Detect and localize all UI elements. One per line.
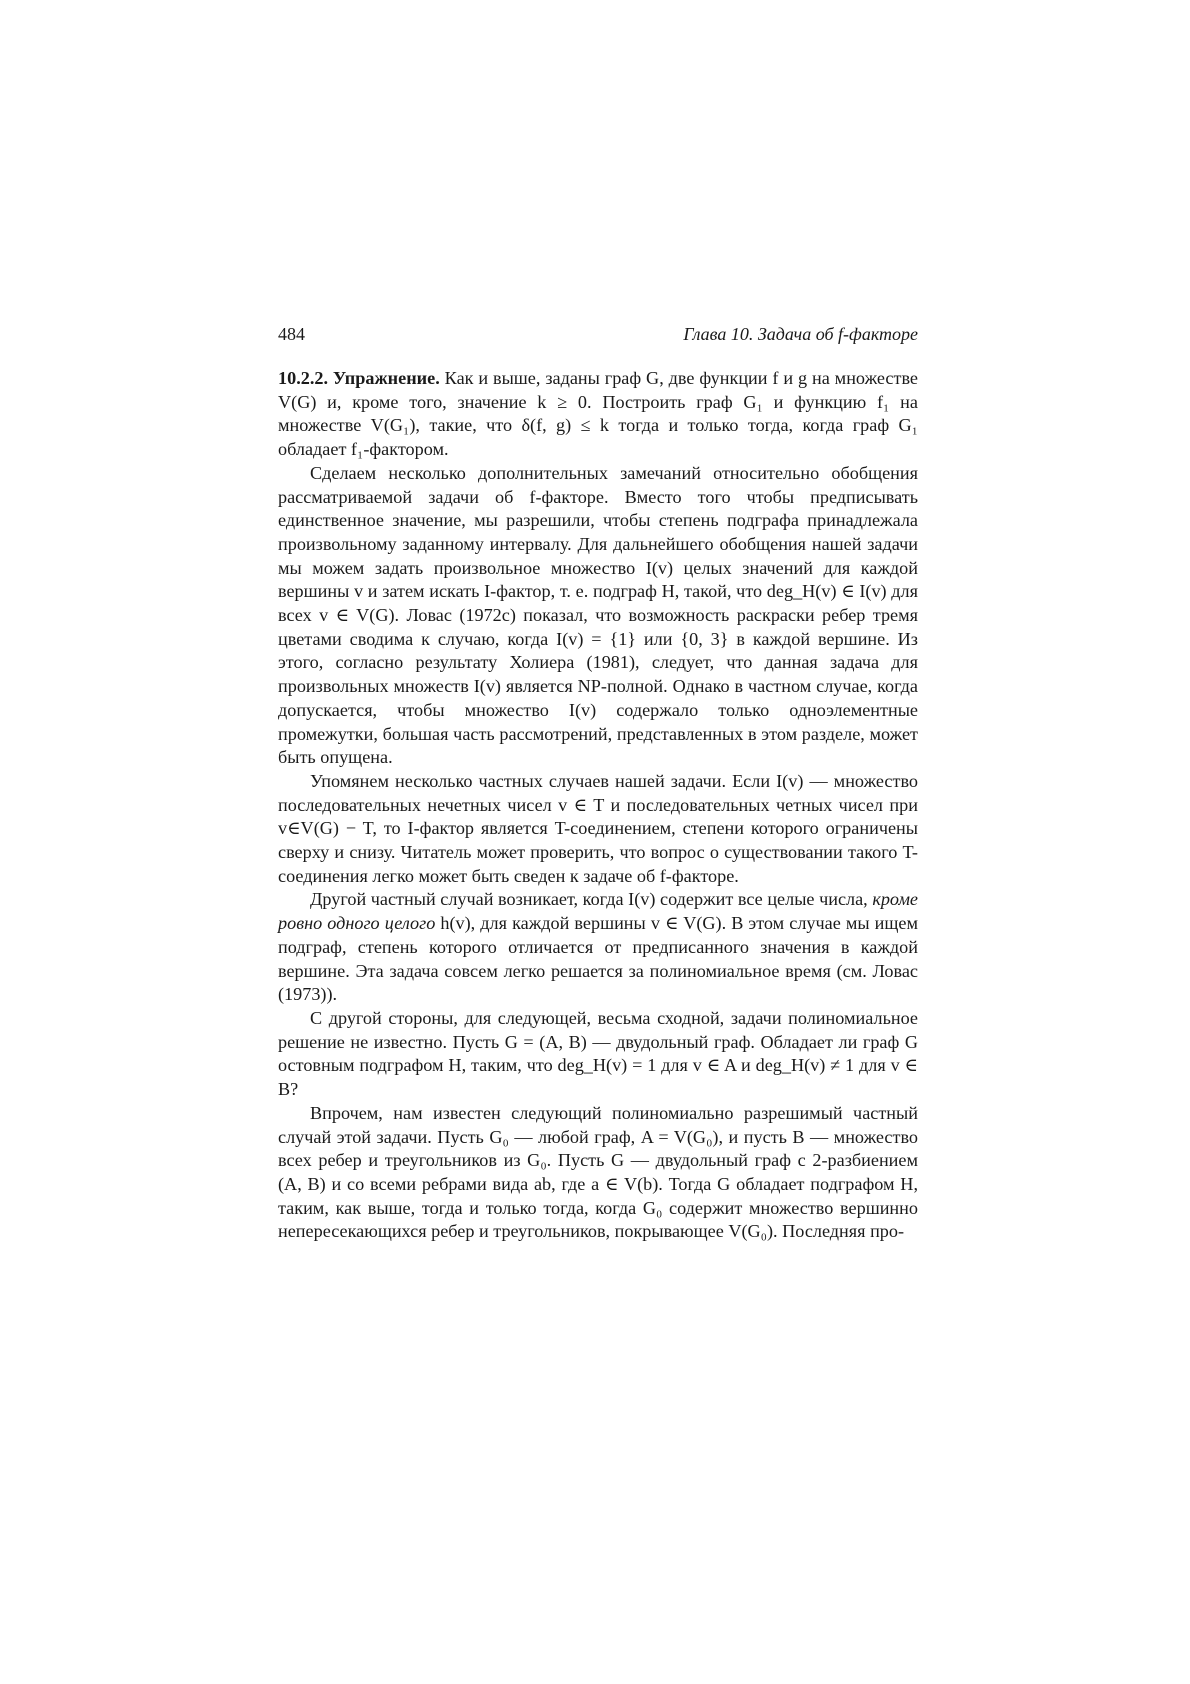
exercise-text: Как и выше, заданы граф G, две функции f и g на множестве V(G) и, кроме того, значение k ≥ 0. Построить граф G₁ и функцию f₁ на множестве V(G₁), такие, что δ(f, g) ≤ k тогда и только тогда, когда граф G₁ обладает f₁-фактором.	[278, 368, 918, 460]
emphasis-text: кроме ровно одного целого	[278, 889, 918, 934]
running-title: Глава 10. Задача об f-факторе	[683, 324, 918, 344]
paragraph-other-case-end: h(v), для каждой вершины v ∈ V(G). В этом случае мы ищем подграф, степень которого отличается от предписанного значения в каждой вершине. Эта задача совсем легко решается за полиномиальное время (см. Ловас (1973)).	[278, 913, 918, 1005]
paragraph-special-cases: Упомянем несколько частных случаев нашей задачи. Если I(v) — множество последовательных нечетных чисел v ∈ T и последовательных четных чисел при v∈V(G) − T, то I-фактор является T-соединением, степени которого ограничены сверху и снизу. Читатель может проверить, что вопрос о существовании такого T-соединения легко может быть сведен к задаче об f-факторе.	[278, 770, 918, 886]
paragraph-other-case	[278, 888, 918, 1007]
page-number: 484	[278, 324, 305, 344]
exercise-paragraph	[278, 367, 918, 462]
paragraph-generalization: Сделаем несколько дополнительных замечаний относительно обобщения рассматриваемой задачи об f-факторе. Вместо того чтобы предписывать единственное значение, мы разрешили, чтобы степень подграфа принадлежала произвольному заданному интервалу. Для дальнейшего обобщения нашей задачи мы можем задать произвольное множество I(v) целых значений для каждой вершины v и затем искать I-фактор, т. е. подграф H, такой, что deg_H(v) ∈ I(v) для всех v ∈ V(G). Ловас (1972с) показал, что возможность раскраски ребер тремя цветами сводима к случаю, когда I(v) = {1} или {0, 3} в каждой вершине. Из этого, согласно результату Холиера (1981), следует, что данная задача для произвольных множеств I(v) является NP-полной. Однако в частном случае, когда допускается, чтобы множество I(v) содержало только одноэлементные промежутки, большая часть рассмотрений, представленных в этом разделе, может быть опущена.	[278, 462, 918, 768]
book-page	[278, 324, 918, 1244]
page-header	[278, 324, 918, 345]
exercise-number: 10.2.2. Упражнение.	[278, 368, 440, 388]
paragraph-bipartite-problem: С другой стороны, для следующей, весьма сходной, задачи полиномиальное решение не известно. Пусть G = (A, B) — двудольный граф. Обладает ли граф G остовным подграфом H, таким, что deg_H(v) = 1 для v ∈ A и deg_H(v) ≠ 1 для v ∈ B?	[278, 1007, 918, 1100]
paragraph-solvable-case: Впрочем, нам известен следующий полиномиально разрешимый частный случай этой задачи. Пусть G₀ — любой граф, A = V(G₀), и пусть B — множество всех ребер и треугольников из G₀. Пусть G — двудольный граф с 2-разбиением (A, B) и со всеми ребрами вида ab, где a ∈ V(b). Тогда G обладает подграфом H, таким, как выше, тогда и только тогда, когда G₀ содержит множество вершинно непересекающихся ребер и треугольников, покрывающее V(G₀). Последняя про-	[278, 1102, 918, 1242]
body-text	[278, 367, 918, 1244]
paragraph-other-case-start: Другой частный случай возникает, когда I(v) содержит все целые числа,	[310, 889, 873, 910]
